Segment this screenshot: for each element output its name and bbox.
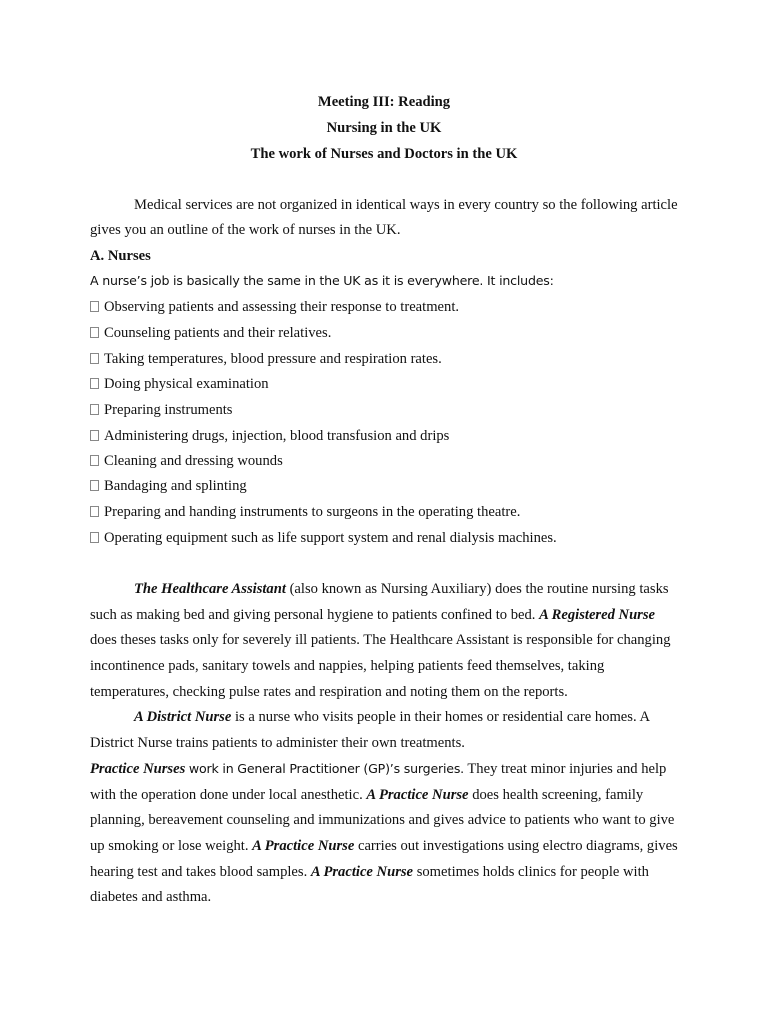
term-practice-nurse: A Practice Nurse — [366, 787, 469, 803]
healthcare-line-2: such as making bed and giving personal hygiene to patients confined to bed. A Registered Nurse — [90, 607, 656, 623]
practice-line-1: Practice Nurses work in General Practitioner (GP)’s surgeries. They treat minor injuries and help — [90, 761, 667, 777]
healthcare-line-5: temperatures, checking pulse rates and respiration and noting them on the reports. — [90, 684, 568, 700]
bullet-box-icon — [90, 327, 99, 338]
list-item: Preparing instruments — [90, 403, 233, 418]
list-item: Observing patients and assessing their response to treatment. — [90, 300, 459, 315]
list-item: Counseling patients and their relatives. — [90, 326, 331, 341]
practice-line-6: diabetes and asthma. — [90, 889, 212, 905]
term-practice-nurse: A Practice Nurse — [310, 864, 414, 880]
section-a-heading: A. Nurses — [90, 248, 151, 264]
list-item: Doing physical examination — [90, 377, 269, 392]
practice-line-5: hearing test and takes blood samples. A Practice Nurse sometimes holds clinics for people with — [90, 864, 649, 880]
practice-line-4: up smoking or lose weight. A Practice Nurse carries out investigations using electro diagrams, gives — [90, 838, 678, 854]
bullet-box-icon — [90, 480, 99, 491]
term-district-nurse: A District Nurse — [134, 709, 232, 725]
topic-title: Nursing in the UK — [326, 120, 442, 136]
list-item: Administering drugs, injection, blood transfusion and drips — [90, 429, 449, 444]
bullet-box-icon — [90, 378, 99, 389]
practice-line-2: with the operation done under local anesthetic. A Practice Nurse does health screening, family — [90, 787, 644, 803]
term-practice-nurse: A Practice Nurse — [252, 838, 355, 854]
term-healthcare-assistant: The Healthcare Assistant — [134, 581, 286, 597]
bullet-box-icon — [90, 430, 99, 441]
list-item: Operating equipment such as life support system and renal dialysis machines. — [90, 531, 557, 546]
term-practice-nurses: Practice Nurses — [90, 761, 186, 777]
subtitle: The work of Nurses and Doctors in the UK — [250, 146, 518, 162]
term-registered-nurse: A Registered Nurse — [539, 607, 656, 623]
list-item: Taking temperatures, blood pressure and respiration rates. — [90, 352, 442, 367]
list-item: Bandaging and splinting — [90, 479, 247, 494]
section-a-lead: A nurse’s job is basically the same in the UK as it is everywhere. It includes: — [90, 273, 554, 288]
district-line-1: A District Nurse is a nurse who visits people in their homes or residential care homes. A — [134, 709, 650, 725]
intro-line-1: Medical services are not organized in identical ways in every country so the following article — [134, 197, 678, 213]
healthcare-line-1: The Healthcare Assistant (also known as Nursing Auxiliary) does the routine nursing tasks — [134, 581, 669, 597]
meeting-title: Meeting III: Reading — [317, 94, 451, 110]
bullet-box-icon — [90, 404, 99, 415]
bullet-box-icon — [90, 301, 99, 312]
district-line-2: District Nurse trains patients to administer their own treatments. — [90, 735, 465, 751]
bullet-box-icon — [90, 506, 99, 517]
healthcare-line-4: incontinence pads, sanitary towels and nappies, helping patients feed themselves, taking — [90, 658, 605, 674]
bullet-box-icon — [90, 455, 99, 466]
bullet-box-icon — [90, 532, 99, 543]
healthcare-line-3: does theses tasks only for severely ill patients. The Healthcare Assistant is responsible for changing — [90, 632, 671, 648]
list-item: Preparing and handing instruments to surgeons in the operating theatre. — [90, 505, 520, 520]
practice-line-3: planning, bereavement counseling and immunizations and gives advice to patients who want to give — [90, 812, 675, 828]
bullet-box-icon — [90, 353, 99, 364]
intro-line-2: gives you an outline of the work of nurses in the UK. — [90, 222, 401, 238]
list-item: Cleaning and dressing wounds — [90, 454, 283, 469]
